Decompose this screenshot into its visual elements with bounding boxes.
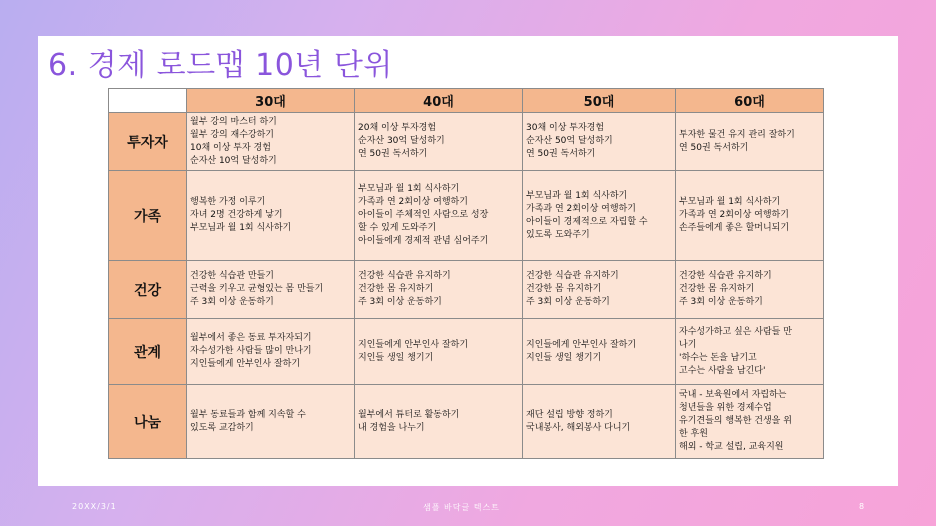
table-body [109,113,824,459]
cell-line: 월부 강의 재수강하기 [190,129,274,140]
cell-line: 아이들이 경제적으로 자립할 수 [526,216,648,227]
table-cell [523,113,676,171]
cell-line: 연 50권 독서하기 [526,149,596,159]
cell-line: 주 3회 이상 운동하기 [190,297,274,307]
cell-line: 건강한 몸 유지하기 [526,284,602,294]
cell-line: 유기견들의 행복한 건생을 위 [679,416,792,426]
cell-line: 건강한 식습관 유지하기 [679,271,772,281]
cell-line: 가족과 연 2회이상 여행하기 [679,210,789,220]
cell-line: 있도록 교감하기 [190,422,254,433]
cell-line: 지인들 생일 챙기기 [526,352,602,363]
cell-line: 근력을 키우고 균형있는 몸 만들기 [190,284,324,294]
table-cell [187,261,355,319]
table-cell [355,261,523,319]
table-cell [355,113,523,171]
roadmap-table [108,88,824,459]
cell-line: 건강한 식습관 만들기 [190,271,274,281]
table-cell [355,319,523,385]
table-cell [676,319,824,385]
cell-line: 내 경험을 나누기 [358,422,425,433]
cell-line: 건강한 몸 유지하기 [358,284,434,294]
cell-line: 자녀 2명 건강하게 낳기 [190,210,283,220]
table-row [109,113,824,171]
table-cell [523,171,676,261]
table-cell [355,385,523,459]
cell-line: 가족과 연 2회이상 여행하기 [358,197,468,207]
cell-line: 30채 이상 투자경험 [526,123,605,133]
cell-line: 지인들에게 안부인사 잘하기 [190,359,301,369]
cell-line: 할 수 있게 도와주기 [358,223,437,233]
cell-line: 자수성가한 사람들 많이 만나기 [190,346,312,356]
table-row [109,171,824,261]
cell-line: 부모님과 월 1회 식사하기 [358,184,460,194]
cell-line: 청년들을 위한 경제수업 [679,403,772,413]
cell-line: 손주들에게 좋은 할머니되기 [679,223,790,233]
cell-line: 있도록 도와주기 [526,229,590,240]
cell-line: 국내 - 보육원에서 자립하는 [679,390,787,400]
cell-line: 연 50권 독서하기 [679,142,749,153]
row-header: 투자자 [109,113,187,171]
cell-line: 나기 [679,339,697,350]
cell-line: 주 3회 이상 운동하기 [679,297,763,307]
cell-line: 행복한 가정 이루기 [190,197,266,207]
header-row [109,89,824,113]
table-cell [187,171,355,261]
cell-line: 투자한 물건 유지 관리 잘하기 [679,129,795,140]
cell-line: 순자산 10억 달성하기 [190,155,277,166]
footer-page-number: 8 [859,502,866,511]
cell-line: 아이들에게 경제적 관념 심어주기 [358,236,489,246]
table-row [109,385,824,459]
table-row [109,319,824,385]
table-cell [523,319,676,385]
cell-line: 월부에서 좋은 동료 투자자되기 [190,333,312,343]
cell-line: 건강한 식습관 유지하기 [358,271,451,281]
cell-line: 자수성가하고 싶은 사람들 만 [679,326,792,337]
corner-cell [109,89,187,113]
footer-date: 20XX/3/1 [72,502,117,511]
cell-line: 국내봉사, 해외봉사 다니기 [526,422,631,433]
table-cell [187,385,355,459]
cell-line: 순자산 30억 달성하기 [358,136,445,146]
cell-line: 부모님과 월 1회 식사하기 [679,197,781,207]
table-cell [523,385,676,459]
table-cell [676,171,824,261]
cell-line: 건강한 식습관 유지하기 [526,271,619,281]
column-header: 30대 [187,89,355,113]
table-cell [187,113,355,171]
cell-line: 부모님과 월 1회 식사하기 [526,190,628,201]
table-cell [523,261,676,319]
table-row [109,261,824,319]
cell-line: '하수는 돈을 남기고 [679,352,757,363]
cell-line: 월부에서 튜터로 활동하기 [358,409,460,420]
cell-line: 가족과 연 2회이상 여행하기 [526,203,636,214]
cell-line: 주 3회 이상 운동하기 [526,297,610,307]
cell-line: 연 50권 독서하기 [358,149,428,159]
column-header: 60대 [676,89,824,113]
column-header: 40대 [355,89,523,113]
cell-line: 해외 - 학교 설립, 교육지원 [679,442,784,452]
row-header: 건강 [109,261,187,319]
cell-line: 재단 설립 방향 정하기 [526,409,613,420]
cell-line: 20채 이상 투자경험 [358,123,437,133]
cell-line: 10채 이상 투자 경험 [190,142,271,153]
cell-line: 순자산 50억 달성하기 [526,136,613,146]
cell-line: 월부 동료들과 함께 지속할 수 [190,409,306,420]
table-cell [355,171,523,261]
cell-line: 고수는 사람을 남긴다' [679,365,766,376]
cell-line: 지인들 생일 챙기기 [358,352,434,363]
table-cell [676,261,824,319]
table-cell [187,319,355,385]
cell-line: 한 후원 [679,429,708,439]
row-header: 가족 [109,171,187,261]
table-cell [676,385,824,459]
cell-line: 지인들에게 안부인사 잘하기 [358,339,469,350]
cell-line: 건강한 몸 유지하기 [679,284,755,294]
cell-line: 주 3회 이상 운동하기 [358,297,442,307]
slide-title: 6. 경제 로드맵 10년 단위 [48,48,393,83]
cell-line: 월부 강의 마스터 하기 [190,116,277,127]
row-header: 관계 [109,319,187,385]
cell-line: 부모님과 월 1회 식사하기 [190,223,292,233]
column-header: 50대 [523,89,676,113]
slide [38,36,898,486]
row-header: 나눔 [109,385,187,459]
footer-text: 샘플 바닥글 텍스트 [423,503,500,512]
cell-line: 아이들이 주체적인 사람으로 성장 [358,210,489,220]
cell-line: 지인들에게 안부인사 잘하기 [526,339,637,350]
table-cell [676,113,824,171]
